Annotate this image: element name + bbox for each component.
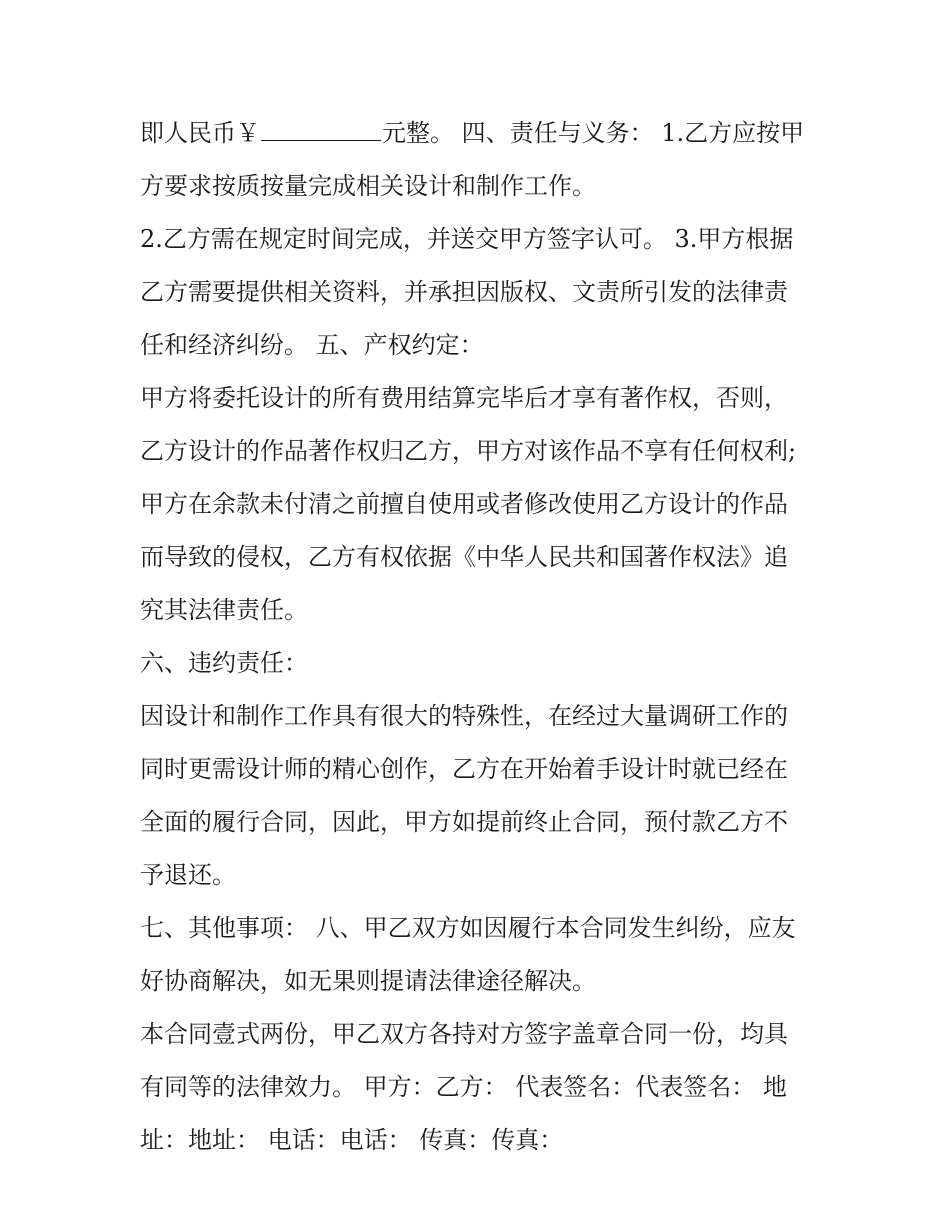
paragraph-breach-liability: 因设计和制作工作具有很大的特殊性，在经过大量调研工作的同时更需设计师的精心创作，乙方在开始着手设计时就已经在全面的履行合同，因此，甲方如提前终止合同，预付款乙方不予退还。	[140, 702, 788, 889]
paragraph-other-matters: 七、其他事项： 八、甲乙双方如因履行本合同发生纠纷，应友好协商解决，如无果则提请法律途径解决。	[140, 914, 796, 995]
paragraph-copyright: 甲方将委托设计的所有费用结算完毕后才享有著作权，否则，乙方设计的作品著作权归乙方，甲方对该作品不享有任何权利;甲方在余款未付清之前擅自使用或者修改使用乙方设计的作品而导致的侵权，乙方有权依据《中华人民共和国著作权法》追究其法律责任。	[140, 384, 797, 624]
document-body	[140, 107, 810, 1167]
paragraph-payment-and-duties	[140, 107, 810, 213]
heading-breach-liability: 六、违约责任：	[140, 649, 308, 677]
amount-blank-line	[261, 118, 381, 141]
payment-amount-prefix: 即人民币￥	[140, 119, 260, 147]
paragraph-signatures: 本合同壹式两份，甲乙双方各持对方签字盖章合同一份，均具有同等的法律效力。 甲方：乙方： 代表签名：代表签名： 地址：地址： 电话：电话： 传真：传真：	[140, 1020, 788, 1154]
payment-amount-suffix: 元整。 四、责任与义务： 1.乙方应按甲方要求按质按量完成相关设计和制作工作。	[140, 119, 805, 200]
paragraph-timing-and-materials: 2.乙方需在规定时间完成，并送交甲方签字认可。 3.甲方根据乙方需要提供相关资料，并承担因版权、文责所引发的法律责任和经济纠纷。 五、产权约定：	[140, 225, 794, 359]
